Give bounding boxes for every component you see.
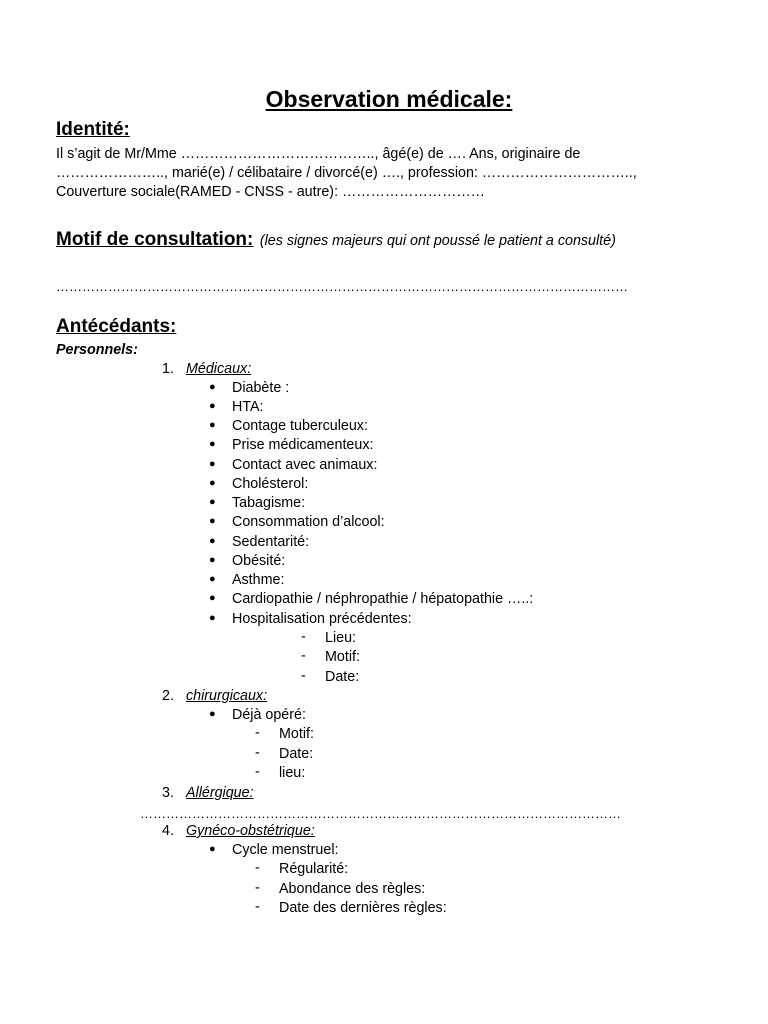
sub-list-item: Motif:: [279, 726, 314, 742]
document-title: Observation médicale:: [265, 86, 513, 112]
list-item: Cardiopathie / néphropathie / hépatopathie …..:: [232, 591, 534, 607]
bullet-icon: ●: [209, 400, 216, 412]
list-item: Consommation d’alcool:: [232, 514, 385, 530]
identite-line-2: ………………….., marié(e) / célibataire / divorcé(e) …., profession: …………………………..,: [56, 165, 637, 181]
list-item: Asthme:: [232, 572, 285, 588]
motif-block: [56, 229, 616, 251]
identite-line-1: Il s’agit de Mr/Mme ………………………………….., âgé(e) de …. Ans, originaire de: [56, 146, 581, 162]
dash-icon: -: [255, 725, 260, 741]
sub-list-item: Date:: [325, 669, 360, 685]
sub-list-item: Date des dernières règles:: [279, 900, 447, 916]
section-3-label: Allérgique:: [186, 785, 254, 801]
bullet-icon: ●: [209, 438, 216, 450]
bullet-icon: ●: [209, 554, 216, 566]
bullet-icon: ●: [209, 477, 216, 489]
dash-icon: -: [255, 880, 260, 896]
bullet-icon: ●: [209, 381, 216, 393]
section-4-number: 4.: [162, 823, 174, 839]
list-item: Prise médicamenteux:: [232, 437, 374, 453]
dash-icon: -: [301, 629, 306, 645]
list-item: Diabète :: [232, 380, 290, 396]
section-1-number: 1.: [162, 361, 174, 377]
list-item: Cholésterol:: [232, 476, 309, 492]
bullet-icon: ●: [209, 612, 216, 624]
sub-list-item: Motif:: [325, 649, 360, 665]
bullet-icon: ●: [209, 592, 216, 604]
dash-icon: -: [255, 764, 260, 780]
identite-line-3: Couverture sociale(RAMED - CNSS - autre): …………………………: [56, 184, 485, 200]
allergique-dots: …………………………………………………………………………………………………: [140, 806, 621, 821]
list-item: Contage tuberculeux:: [232, 418, 368, 434]
sub-list-item: Abondance des règles:: [279, 881, 426, 897]
personnels-label: Personnels:: [56, 342, 138, 358]
bullet-icon: ●: [209, 496, 216, 508]
dash-icon: -: [301, 668, 306, 684]
sub-list-item: lieu:: [279, 765, 306, 781]
identite-heading: Identité:: [56, 119, 130, 140]
dash-icon: -: [255, 860, 260, 876]
bullet-icon: ●: [209, 708, 216, 720]
list-item: Tabagisme:: [232, 495, 306, 511]
motif-heading: Motif de consultation:: [56, 229, 254, 250]
section-1-label: Médicaux:: [186, 361, 252, 377]
list-item: Sedentarité:: [232, 534, 310, 550]
list-item: HTA:: [232, 399, 264, 415]
list-item: Déjà opéré:: [232, 707, 306, 723]
list-item: Contact avec animaux:: [232, 457, 378, 473]
sub-list-item: Date:: [279, 746, 314, 762]
list-item: Obésité:: [232, 553, 286, 569]
dash-icon: -: [255, 745, 260, 761]
section-2-number: 2.: [162, 688, 174, 704]
list-item: Cycle menstruel:: [232, 842, 339, 858]
section-4-label: Gynéco-obstétrique:: [186, 823, 315, 839]
bullet-icon: ●: [209, 419, 216, 431]
bullet-icon: ●: [209, 843, 216, 855]
section-2-label: chirurgicaux:: [186, 688, 268, 704]
list-item: Hospitalisation précédentes:: [232, 611, 412, 627]
dash-icon: -: [255, 899, 260, 915]
motif-note: (les signes majeurs qui ont poussé le patient a consulté): [259, 233, 616, 249]
section-3-number: 3.: [162, 785, 174, 801]
bullet-icon: ●: [209, 515, 216, 527]
motif-dots: ……………………………………………………………………………………………………………………: [56, 279, 628, 294]
dash-icon: -: [301, 648, 306, 664]
antecedents-heading: Antécédants:: [56, 316, 177, 337]
bullet-icon: ●: [209, 458, 216, 470]
bullet-icon: ●: [209, 573, 216, 585]
sub-list-item: Régularité:: [279, 861, 349, 877]
bullet-icon: ●: [209, 535, 216, 547]
sub-list-item: Lieu:: [325, 630, 357, 646]
